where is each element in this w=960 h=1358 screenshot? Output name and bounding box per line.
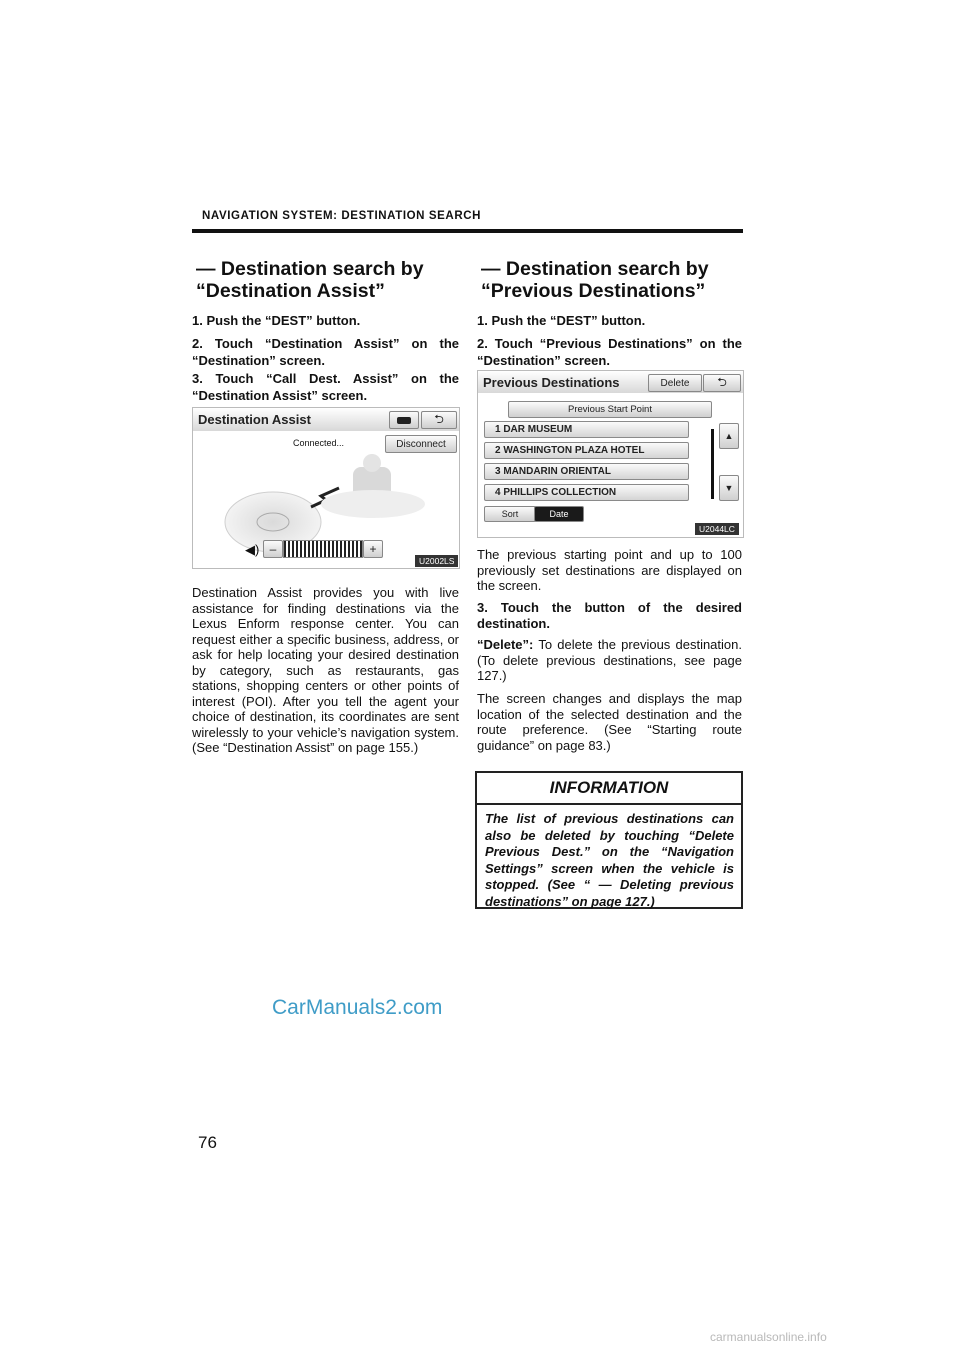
list-item[interactable]: 2 WASHINGTON PLAZA HOTEL xyxy=(484,442,689,459)
volume-level-bar xyxy=(283,540,363,558)
return-button[interactable] xyxy=(703,374,741,392)
info-header xyxy=(477,773,741,805)
right-title-line2: “Previous Destinations” xyxy=(481,280,706,302)
speaker-icon: ◀) xyxy=(245,542,260,557)
date-sort-button[interactable]: Date xyxy=(534,506,584,522)
scroll-up-button[interactable] xyxy=(719,423,739,449)
desk-shadow xyxy=(321,490,425,518)
info-text: The list of previous destinations can also be deleted by touching “Delete Previous Dest.” on the “Navigation Settings” screen when the vehicle is stopped. (See “ — Deleting previous destinations” on page 127.) xyxy=(485,811,734,909)
left-description: Destination Assist provides you with live assistance for finding destinations via the Lexus Enform response center. You can request either a specific business, address, or ask for help locating your desired destination by category, such as restaurants, gas stations, shopping centers or other points of interest (POI). After you tell the agent your choice of destination, its coordinates are sent wirelessly to your vehicle’s navigation system. (See “Destination Assist” on page 155.) xyxy=(192,585,459,755)
delete-text: To delete the previous destination. (To delete previous destinations, see page 127.) xyxy=(477,637,742,683)
page-number: 76 xyxy=(198,1133,217,1152)
right-para-1: The previous starting point and up to 100 previously set destinations are displayed on the screen. xyxy=(477,547,742,593)
phone-icon xyxy=(397,417,411,424)
operator-head xyxy=(363,454,381,472)
right-step-2: 2. Touch “Previous Destinations” on the “Destination” screen. xyxy=(477,336,742,368)
volume-down-button[interactable]: – xyxy=(263,540,283,558)
map-back-button[interactable] xyxy=(389,411,419,429)
watermark-logo: CarManuals2.com xyxy=(272,996,443,1019)
screen-title: Previous Destinations xyxy=(483,375,620,390)
volume-up-button[interactable]: + xyxy=(363,540,383,558)
right-title-line1: — Destination search by xyxy=(481,258,709,280)
running-header: NAVIGATION SYSTEM: DESTINATION SEARCH xyxy=(202,210,482,222)
right-step-3: 3. Touch the button of the desired destination. xyxy=(477,600,742,631)
right-step-1: 1. Push the “DEST” button. xyxy=(477,313,646,328)
scroll-up-icon: ▲ xyxy=(724,431,734,441)
destination-assist-screenshot xyxy=(192,407,460,569)
sort-button[interactable]: Sort xyxy=(484,506,536,522)
return-button[interactable] xyxy=(421,411,457,429)
scroll-down-icon: ▼ xyxy=(724,483,734,493)
right-para-2: The screen changes and displays the map location of the selected destination and the route preference. (See “Starting route guidance” on page 83.) xyxy=(477,691,742,753)
delete-button[interactable]: Delete xyxy=(648,374,702,392)
figure-code: U2044LC xyxy=(695,523,739,535)
scrollbar[interactable] xyxy=(711,429,714,499)
info-title: INFORMATION xyxy=(549,778,669,797)
information-box xyxy=(475,771,743,909)
screen-title: Destination Assist xyxy=(198,412,311,427)
left-step-2: 2. Touch “Destination Assist” on the “Destination” screen. xyxy=(192,336,459,368)
previous-destinations-screenshot xyxy=(477,370,744,538)
left-title-line1: — Destination search by xyxy=(196,258,424,280)
connection-status: Connected... xyxy=(293,438,345,448)
list-item[interactable]: 3 MANDARIN ORIENTAL xyxy=(484,463,689,480)
left-step-3: 3. Touch “Call Dest. Assist” on the “Destination Assist” screen. xyxy=(192,371,459,403)
header-rule xyxy=(192,229,743,233)
previous-start-point-button[interactable]: Previous Start Point xyxy=(508,401,712,418)
list-item[interactable]: 1 DAR MUSEUM xyxy=(484,421,689,438)
watermark-footer: carmanualsonline.info xyxy=(710,1330,827,1344)
left-step-1: 1. Push the “DEST” button. xyxy=(192,313,361,328)
list-item[interactable]: 4 PHILLIPS COLLECTION xyxy=(484,484,689,501)
delete-description xyxy=(477,637,742,684)
return-arrow-icon: ⮌ xyxy=(717,374,727,389)
scroll-down-button[interactable] xyxy=(719,475,739,501)
disconnect-button[interactable]: Disconnect xyxy=(385,435,457,453)
figure-code: U2002LS xyxy=(415,555,458,567)
right-section-title xyxy=(481,258,743,302)
delete-term: “Delete”: xyxy=(477,637,534,652)
return-arrow-icon: ⮌ xyxy=(434,411,444,426)
left-title-line2: “Destination Assist” xyxy=(196,280,385,302)
left-section-title xyxy=(196,258,466,302)
